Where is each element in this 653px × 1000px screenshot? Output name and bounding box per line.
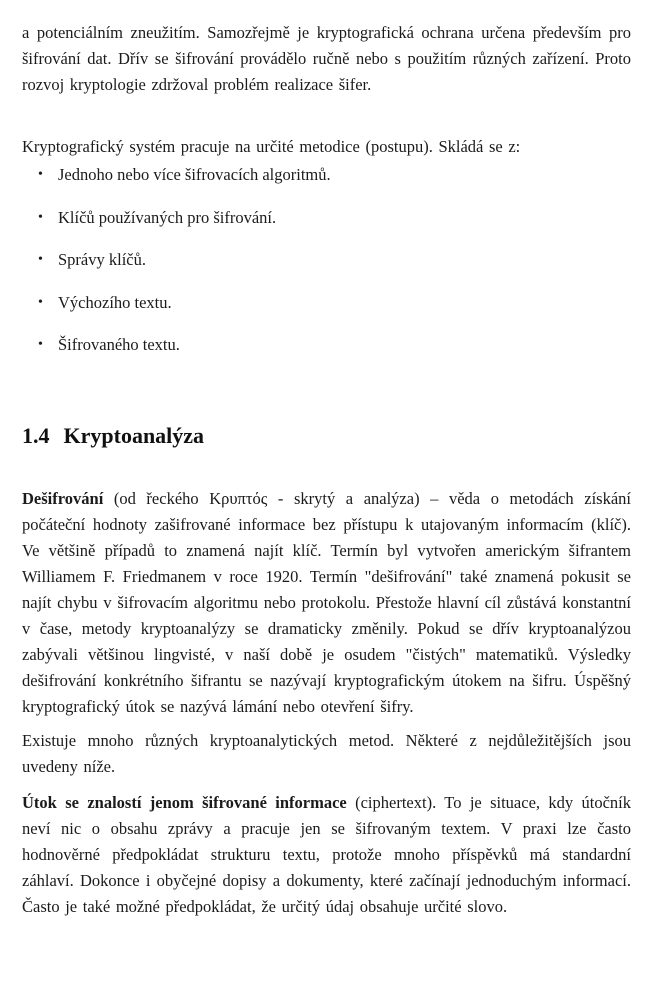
paragraph-intro: a potenciálním zneužitím. Samozřejmě je kryptografická ochrana určena především pro šifrování dat. Dřív se šifrování provádělo ručně nebo s použitím různých zařízení. Proto rozvoj kryptologie zdržoval problém realizace šifer. [22, 23, 631, 94]
paragraph-body: (ciphertext). To je situace, kdy útočník neví nic o obsahu zprávy a pracuje jen se šifrovaným textem. V praxi lze často hodnověrné předpokládat strukturu textu, protože mnoho příspěvků má standardní záhlaví. Dokonce i obyčejné dopisy a dokumenty, které začínají jednoduchým informací. Často je také možné předpokládat, že určitý údaj obsahuje určité slovo. [22, 793, 632, 916]
list-item [22, 290, 631, 316]
list-item [22, 205, 631, 231]
paragraph-lead-bold: Útok se znalostí jenom šifrované informace [22, 793, 347, 812]
list-item-text: Správy klíčů. [58, 250, 146, 269]
bullet-icon: • [38, 252, 43, 267]
list-item-text: Výchozího textu. [58, 292, 172, 312]
paragraph-ciphertext-attack [22, 790, 631, 920]
list-item-text: Klíčů používaných pro šifrování. [58, 207, 277, 227]
list-item-text: Šifrovaného textu. [58, 335, 180, 354]
paragraph-decryption [22, 486, 631, 720]
section-title: Kryptoanalýza [63, 423, 205, 448]
bullet-icon: • [38, 209, 43, 225]
list-item-text: Jednoho nebo více šifrovacích algoritmů. [58, 165, 331, 184]
paragraph-methods: Existuje mnoho různých kryptoanalytických metod. Některé z nejdůležitějších jsou uvedeny níže. [22, 731, 631, 776]
section-number: 1.4 [22, 423, 50, 448]
section-heading [22, 422, 631, 450]
list-item [22, 247, 631, 273]
crypto-system-components-list [22, 162, 631, 358]
list-item [22, 162, 631, 188]
bullet-icon: • [38, 167, 43, 182]
bullet-icon: • [38, 294, 43, 310]
paragraph-lead-bold: Dešifrování [22, 489, 104, 508]
paragraph-crypto-system: Kryptografický systém pracuje na určité metodice (postupu). Skládá se z: [22, 137, 521, 156]
list-item [22, 332, 631, 358]
bullet-icon: • [38, 337, 43, 352]
paragraph-body: (od řeckého Κρυπτός - skrytý a analýza) – věda o metodách získání počáteční hodnoty zašifrované informace bez přístupu k utajovaným informacím (klíč). Ve většině případů to znamená najít klíč. Termín byl vytvořen americkým šifrantem Williamem F. Friedmanem v roce 1920. Termín "dešifrování" také znamená pokusit se najít chybu v šifrovacím algoritmu nebo protokolu. Přestože hlavní cíl zůstává konstantní v čase, metody kryptoanalýzy se dramaticky změnily. Pokud se dřív kryptoanalýzou zabývali většinou lingvisté, v naší době je osudem "čistých" matematiků. Výsledky dešifrování konkrétního šifrantu se nazývají kryptografickým útokem na šifru. Úspěšný kryptografický útok se nazývá lámání nebo otevření šifry. [22, 489, 631, 716]
